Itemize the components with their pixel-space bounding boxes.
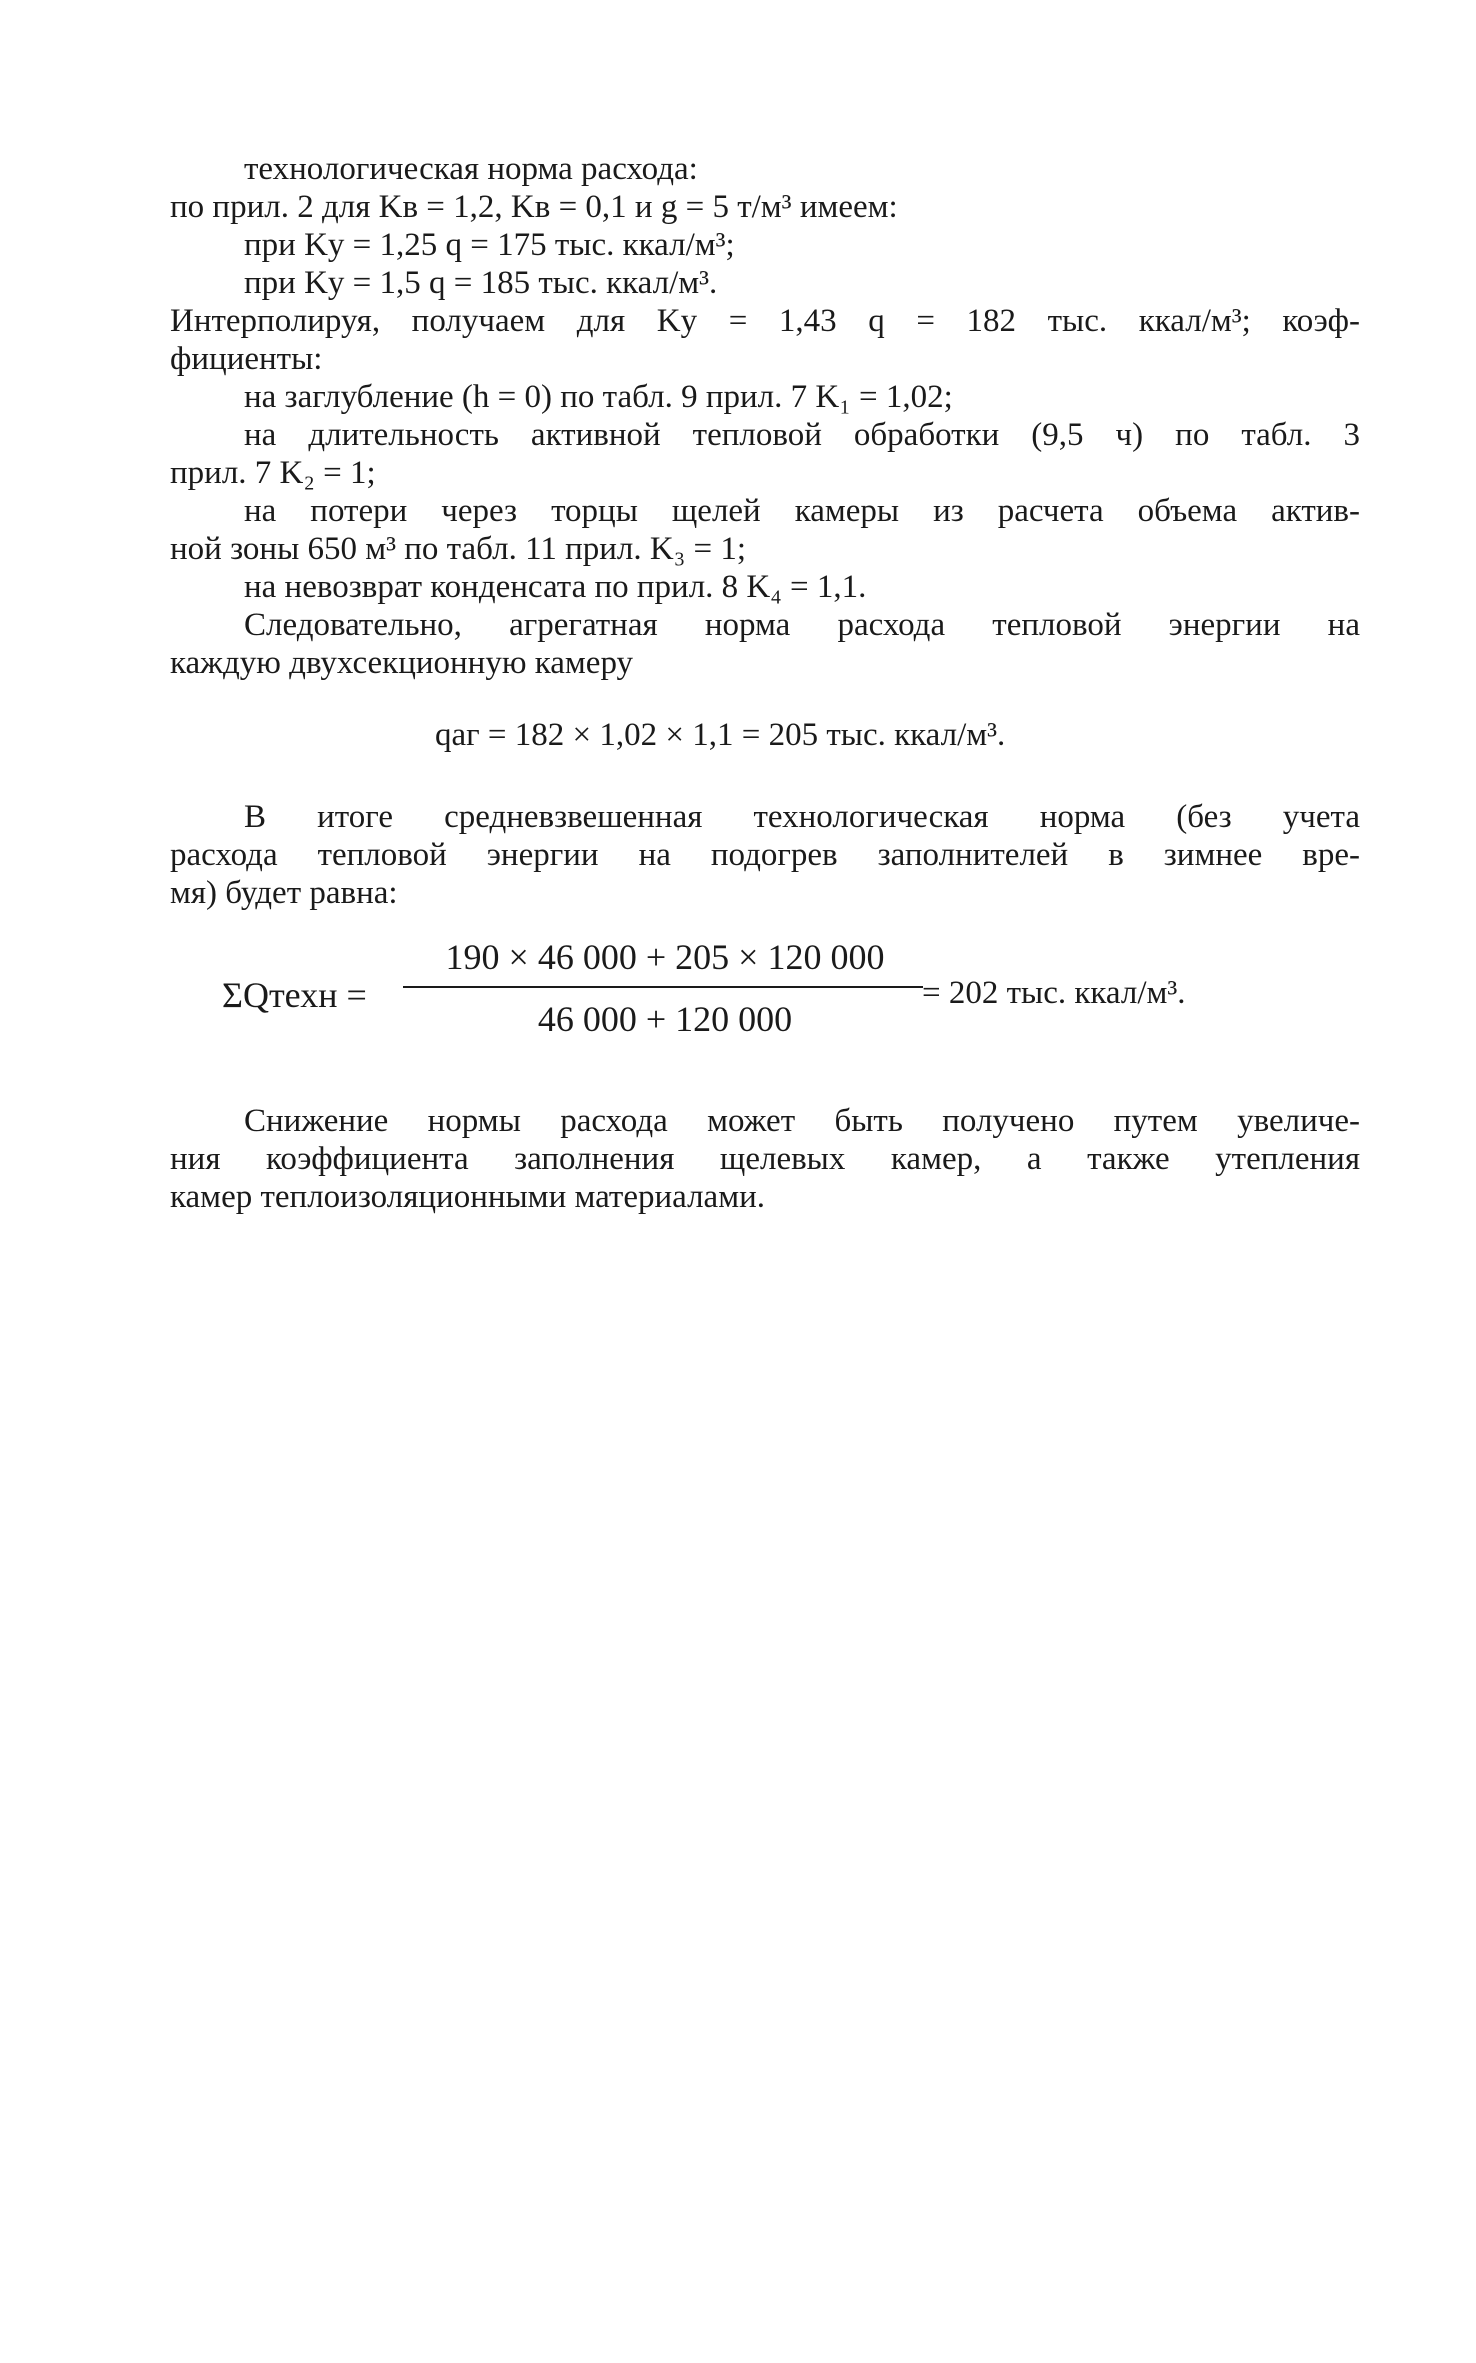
text-line: Следовательно, агрегатная норма расхода тепловой энергии на <box>244 607 1360 643</box>
text-line: камер теплоизоляционными материалами. <box>170 1179 765 1215</box>
formula-numerator: 190 × 46 000 + 205 × 120 000 <box>445 937 885 977</box>
text-line: расхода тепловой энергии на подогрев заполнителей в зимнее вре- <box>170 837 1360 873</box>
text-line: фициенты: <box>170 341 323 377</box>
document-page <box>170 150 1360 1216</box>
formula-weighted-norm <box>170 938 1360 1058</box>
formula-aggregate-norm: qаг = 182 × 1,02 × 1,1 = 205 тыс. ккал/м³. <box>435 717 1006 753</box>
text-line: на длительность активной тепловой обработки (9,5 ч) по табл. 3 <box>244 417 1360 453</box>
formula-denominator: 46 000 + 120 000 <box>537 999 793 1039</box>
text-line: прил. 7 K₂ = 1; <box>170 455 376 491</box>
formula-rhs: = 202 тыс. ккал/м³. <box>922 975 1186 1011</box>
formula-lhs: ΣQтехн = <box>222 975 367 1015</box>
text-line: ной зоны 650 м³ по табл. 11 прил. K₃ = 1; <box>170 531 747 567</box>
text-line: при Kу = 1,25 q = 175 тыс. ккал/м³; <box>244 227 735 263</box>
text-line: В итоге средневзвешенная технологическая норма (без учета <box>244 799 1360 835</box>
text-line: Интерполируя, получаем для Kу = 1,43 q = 182 тыс. ккал/м³; коэф- <box>170 303 1360 339</box>
text-line: на заглубление (h = 0) по табл. 9 прил. 7 K₁ = 1,02; <box>244 379 953 415</box>
text-line: по прил. 2 для Kв = 1,2, Kв = 0,1 и g = 5 т/м³ имеем: <box>170 189 898 225</box>
text-line: каждую двухсекционную камеру <box>170 645 634 681</box>
fraction-bar <box>403 986 923 988</box>
text-line: на невозврат конденсата по прил. 8 K₄ = 1,1. <box>244 569 867 605</box>
text-line: ния коэффициента заполнения щелевых камер, а также утепления <box>170 1141 1360 1177</box>
text-line: Снижение нормы расхода может быть получено путем увеличе- <box>244 1103 1360 1139</box>
text-line: технологическая норма расхода: <box>244 151 698 187</box>
text-line: на потери через торцы щелей камеры из расчета объема актив- <box>244 493 1360 529</box>
text-line: мя) будет равна: <box>170 875 398 911</box>
text-line: при Kу = 1,5 q = 185 тыс. ккал/м³. <box>244 265 718 301</box>
